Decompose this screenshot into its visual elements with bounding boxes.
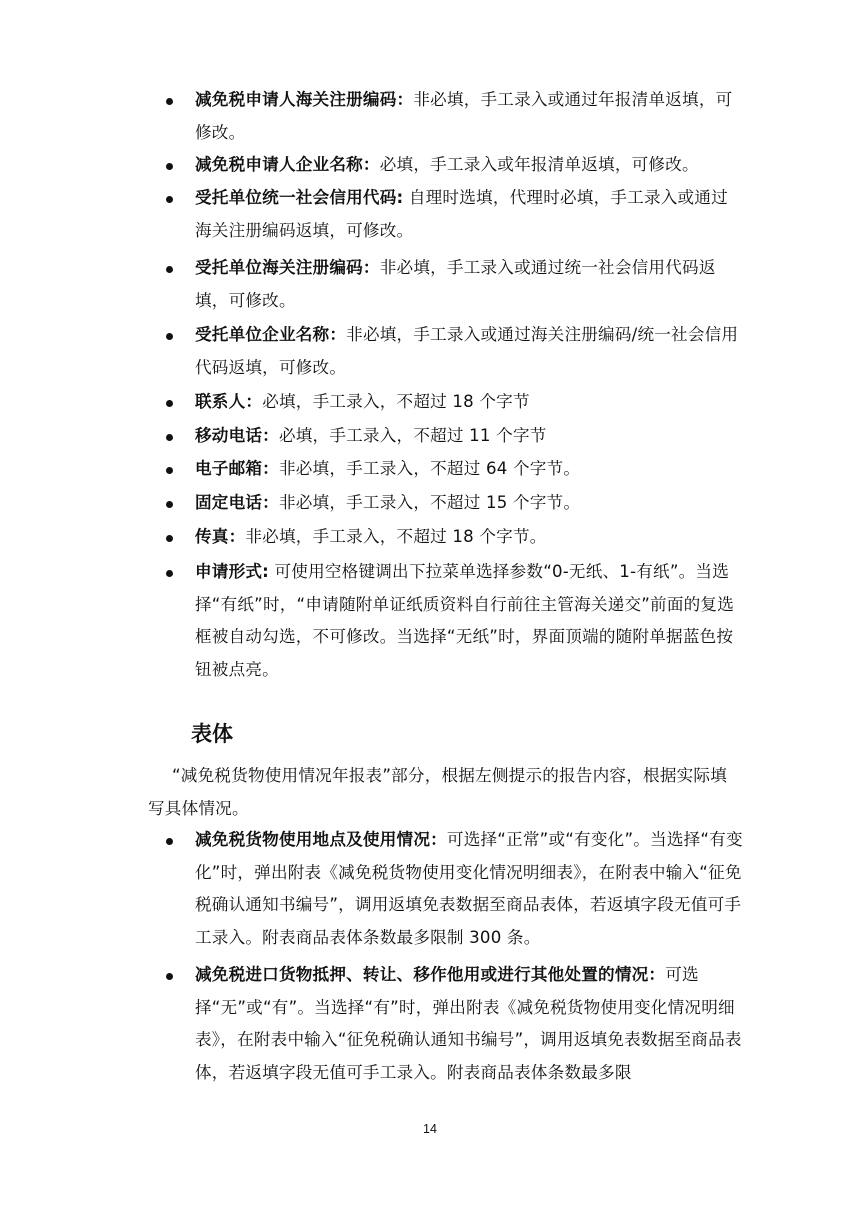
list-item-text [195, 182, 743, 247]
bullet-icon [166, 434, 173, 441]
bullet-icon [166, 570, 173, 577]
list-item-text [195, 84, 743, 149]
field-description: 非必填，手工录入或通过年报清单返填，可修改。 [195, 90, 733, 142]
list-item-text [195, 487, 743, 520]
page-number: 14 [423, 1122, 437, 1136]
field-term: 电子邮箱： [195, 459, 279, 478]
bullet-icon [166, 333, 173, 340]
field-description: 可选择“无”或“有”。当选择“有”时，弹出附表《减免税货物使用变化情况明细表》，在附表中输入“征免税确认通知书编号”，调用返填免表数据至商品表体，若返填字段无值可手工录入。附表商品表体条数最多限 [195, 965, 742, 1082]
field-description: 必填，手工录入，不超过 18 个字节 [262, 392, 530, 411]
field-term: 减免税货物使用地点及使用情况： [195, 830, 447, 849]
field-description: 非必填，手工录入或通过海关注册编码/统一社会信用代码返填，可修改。 [195, 325, 739, 377]
bullet-icon [166, 535, 173, 542]
list-item-text [195, 959, 743, 1089]
section-intro: “减免税货物使用情况年报表”部分，根据左侧提示的报告内容，根据实际填写具体情况。 [148, 766, 727, 818]
bullet-icon [166, 98, 173, 105]
bullet-icon [166, 400, 173, 407]
bullet-icon [166, 266, 173, 273]
bullet-icon [166, 501, 173, 508]
field-term: 受托单位统一社会信用代码: [195, 188, 404, 207]
field-term: 联系人： [195, 392, 263, 411]
bullet-icon [166, 196, 173, 203]
bullet-icon [166, 467, 173, 474]
field-term: 减免税进口货物抵押、转让、移作他用或进行其他处置的情况： [195, 965, 666, 984]
list-item-text [195, 453, 743, 486]
field-description: 必填，手工录入或年报清单返填，可修改。 [379, 155, 699, 174]
field-description: 非必填，手工录入，不超过 18 个字节。 [245, 527, 547, 546]
list-item-text [195, 521, 743, 554]
field-term: 受托单位企业名称： [195, 325, 347, 344]
field-description: 可使用空格键调出下拉菜单选择参数“0-无纸、1-有纸”。当选择“有纸”时，“申请随附单证纸质资料自行前往主管海关递交”前面的复选框被自动勾选，不可修改。当选择“无纸”时，界面顶端的随附单据蓝色按钮被点亮。 [195, 562, 734, 679]
field-description: 非必填，手工录入，不超过 15 个字节。 [278, 493, 581, 512]
list-item-text [195, 319, 743, 384]
field-description: 必填，手工录入，不超过 11 个字节 [278, 426, 547, 445]
field-description: 可选择“正常”或“有变化”。当选择“有变化”时，弹出附表《减免税货物使用变化情况明细表》，在附表中输入“征免税确认通知书编号”，调用返填免表数据至商品表体，若返填字段无值可手工录入。附表商品表体条数最多限制 300 条。 [195, 830, 743, 947]
field-term: 申请形式: [195, 562, 270, 581]
list-item-text [195, 386, 743, 419]
list-item-text [195, 149, 743, 182]
field-description: 非必填，手工录入，不超过 64 个字节。 [278, 459, 581, 478]
list-item-text [195, 252, 743, 317]
list-item-text [195, 420, 743, 453]
bullet-icon [166, 163, 173, 170]
field-term: 受托单位海关注册编码： [195, 258, 380, 277]
field-description: 自理时选填，代理时必填，手工录入或通过海关注册编码返填，可修改。 [195, 188, 728, 240]
bullet-icon [166, 838, 173, 845]
field-term: 传真： [195, 527, 246, 546]
field-description: 非必填，手工录入或通过统一社会信用代码返填，可修改。 [195, 258, 716, 310]
field-term: 减免税申请人企业名称： [195, 155, 380, 174]
bullet-icon [166, 973, 173, 980]
list-item-text [195, 556, 743, 686]
section-heading: 表体 [191, 722, 233, 746]
list-item-text [195, 824, 743, 954]
field-term: 减免税申请人海关注册编码： [195, 90, 414, 109]
field-term: 移动电话： [195, 426, 279, 445]
field-term: 固定电话： [195, 493, 279, 512]
